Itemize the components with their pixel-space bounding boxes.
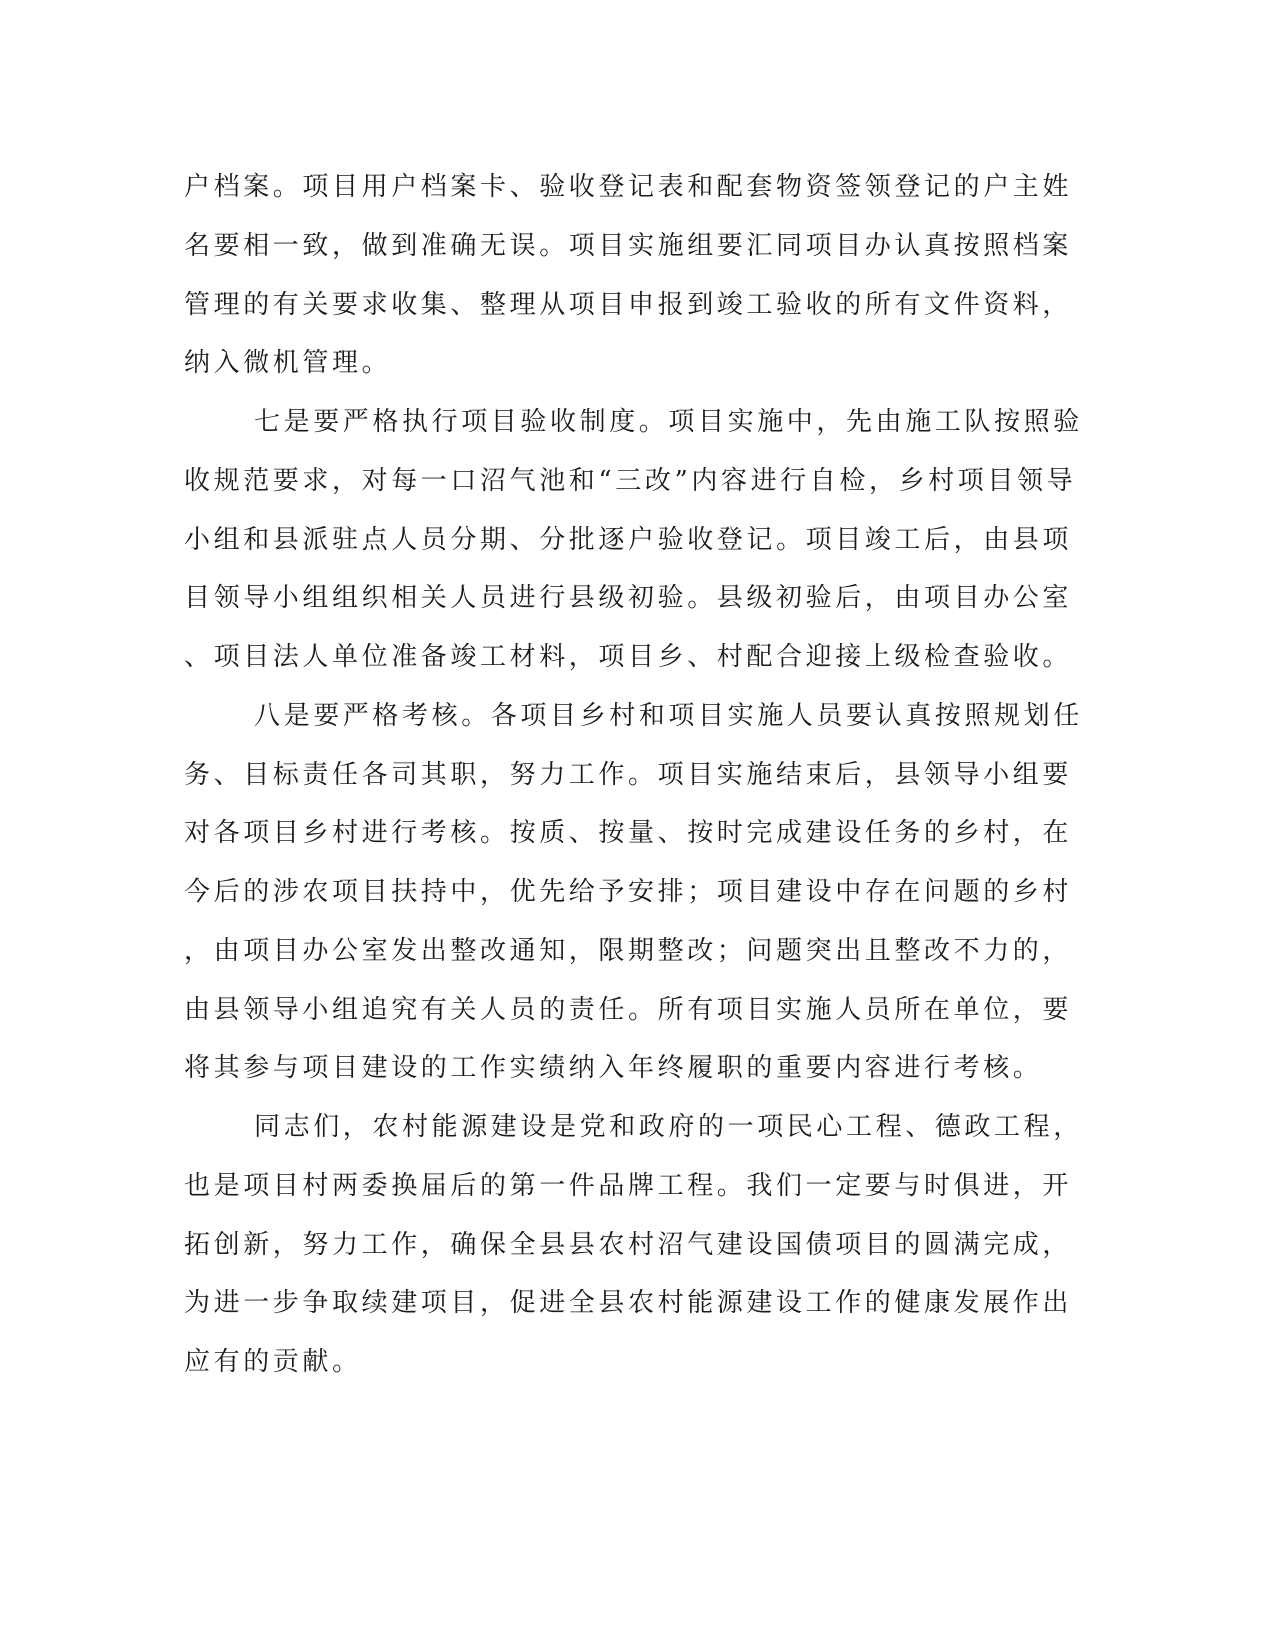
text-line: 由县领导小组追究有关人员的责任。所有项目实施人员所在单位，要 (184, 994, 1073, 1025)
paragraph-start-line: 七是要严格执行项目验收制度。项目实施中，先由施工队按照验 (254, 407, 1083, 437)
text-line: 纳入微机管理。 (184, 348, 392, 379)
text-line: 名要相一致，做到准确无误。项目实施组要汇同项目办认真按照档案 (184, 230, 1073, 261)
text-line: 拓创新，努力工作，确保全县县农村沼气建设国债项目的圆满完成， (184, 1229, 1073, 1260)
text-line: ，由项目办公室发出整改通知，限期整改；问题突出且整改不力的， (184, 935, 1073, 966)
text-line: 收规范要求，对每一口沼气池和“三改”内容进行自检，乡村项目领导 (184, 465, 1077, 496)
text-line: 目领导小组组织相关人员进行县级初验。县级初验后，由项目办公室 (184, 583, 1073, 614)
text-line: 为进一步争取续建项目，促进全县农村能源建设工作的健康发展作出 (184, 1288, 1073, 1319)
text-line: 将其参与项目建设的工作实绩纳入年终履职的重要内容进行考核。 (184, 1053, 1043, 1084)
text-line: 小组和县派驻点人员分期、分批逐户验收登记。项目竣工后，由县项 (184, 524, 1073, 555)
paragraph-start-line: 同志们，农村能源建设是党和政府的一项民心工程、德政工程， (254, 1112, 1083, 1142)
paragraph-start-line: 八是要严格考核。各项目乡村和项目实施人员要认真按照规划任 (254, 700, 1083, 731)
text-line: 务、目标责任各司其职，努力工作。项目实施结束后，县领导小组要 (184, 759, 1073, 790)
text-line: 户档案。项目用户档案卡、验收登记表和配套物资签领登记的户主姓 (184, 172, 1073, 202)
text-line: 应有的贡献。 (184, 1347, 362, 1377)
text-line: 对各项目乡村进行考核。按质、按量、按时完成建设任务的乡村，在 (184, 818, 1073, 849)
text-line: 也是项目村两委换届后的第一件品牌工程。我们一定要与时俱进，开 (184, 1170, 1073, 1201)
text-line: 、项目法人单位准备竣工材料，项目乡、村配合迎接上级检查验收。 (184, 642, 1073, 672)
body-text (184, 158, 1083, 1392)
text-line: 今后的涉农项目扶持中，优先给予安排；项目建设中存在问题的乡村 (184, 877, 1073, 907)
text-line: 管理的有关要求收集、整理从项目申报到竣工验收的所有文件资料， (184, 289, 1073, 320)
